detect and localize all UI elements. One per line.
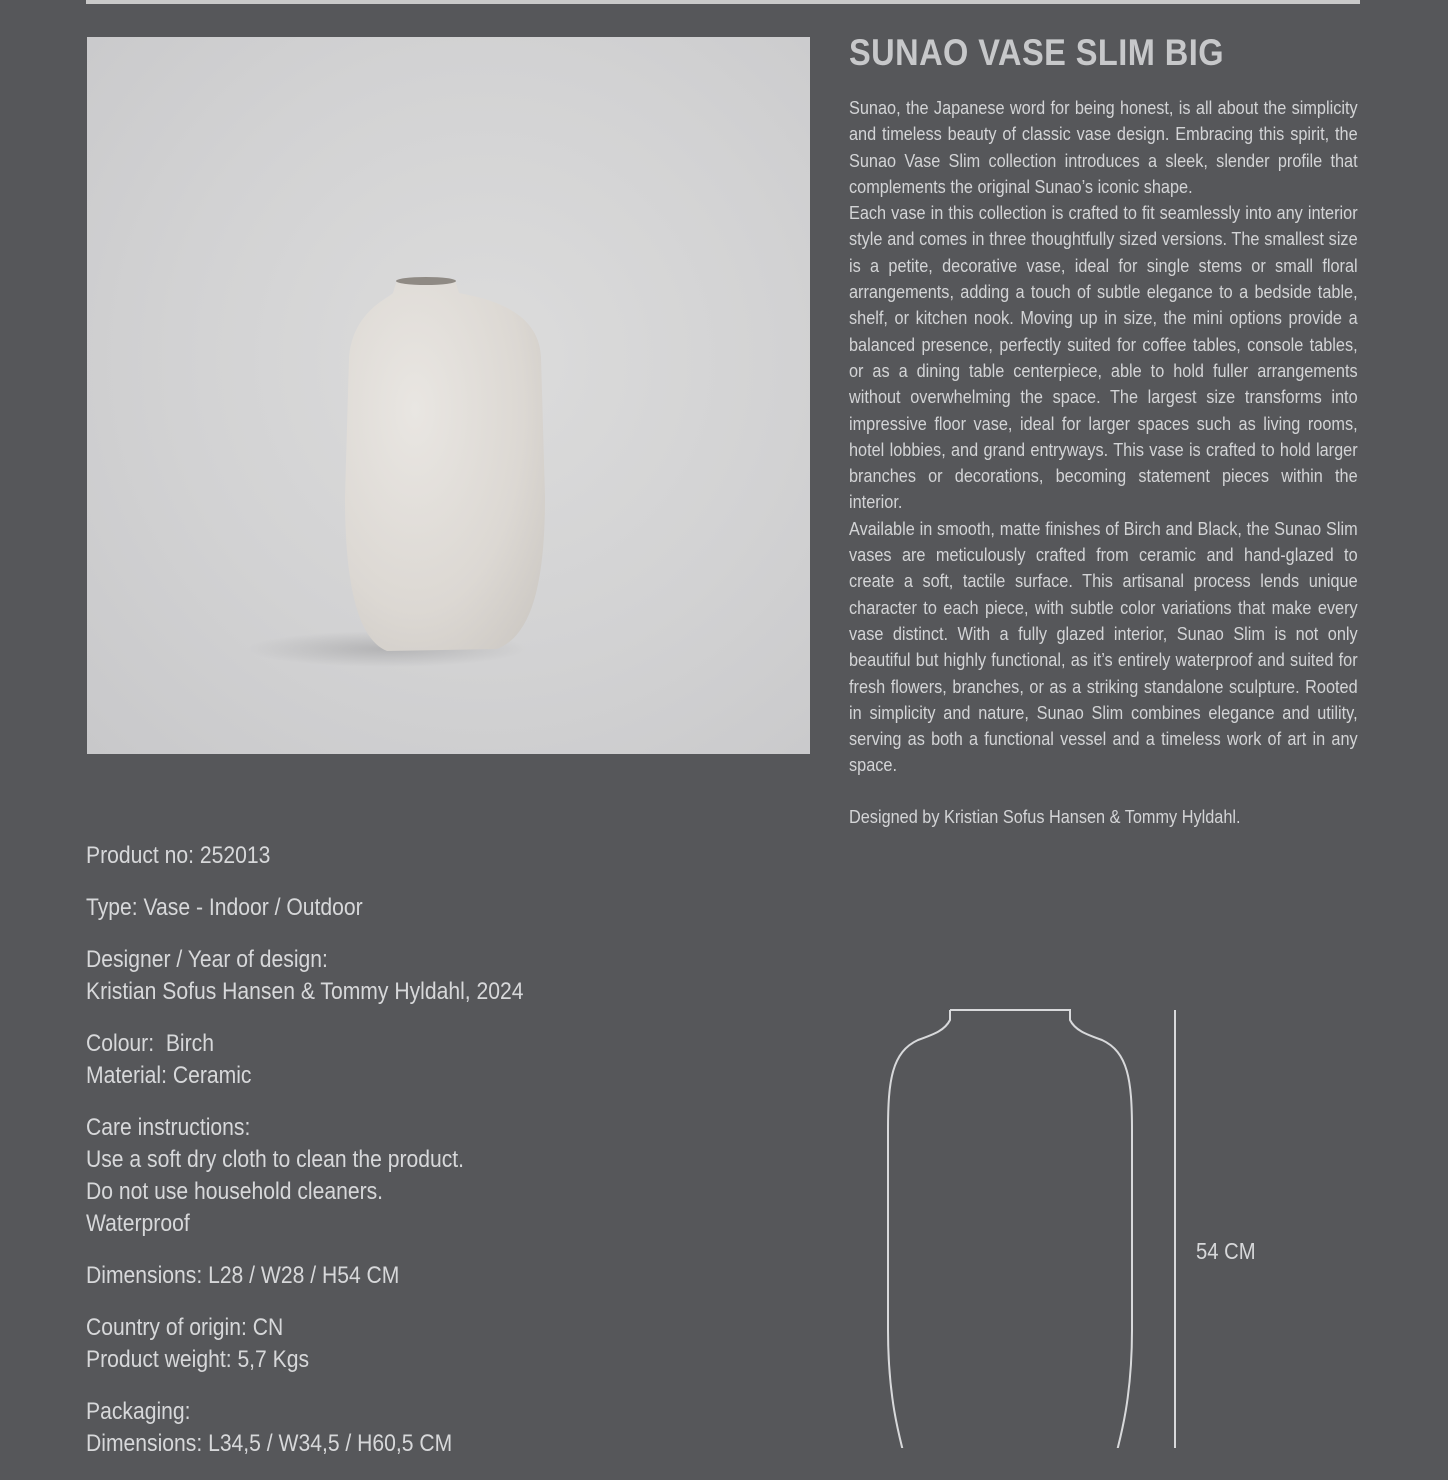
- height-dimension-line: [1174, 1010, 1176, 1448]
- dimensions: Dimensions: L28 / W28 / H54 CM: [86, 1262, 400, 1289]
- designed-by: Designed by Kristian Sofus Hansen & Tommy Hyldahl.: [849, 806, 1241, 827]
- packaging-label: Packaging:: [86, 1398, 191, 1425]
- care-label: Care instructions:: [86, 1114, 251, 1141]
- top-divider: [86, 0, 1360, 4]
- height-dimension-label: 54 CM: [1196, 1238, 1256, 1264]
- country-of-origin: Country of origin: CN: [86, 1314, 284, 1341]
- care-instruction: Do not use household cleaners.: [86, 1178, 384, 1205]
- colour: Colour: Birch: [86, 1030, 214, 1057]
- care-instruction: Use a soft dry cloth to clean the product.: [86, 1146, 465, 1173]
- product-number: Product no: 252013: [86, 842, 271, 869]
- spec-list: [86, 840, 632, 1480]
- vase-outline-drawing: [870, 1000, 1170, 1448]
- description-paragraph: Available in smooth, matte finishes of Birch and Black, the Sunao Slim vases are meticulously crafted from ceramic and hand-glazed to create a soft, tactile surface. This artisanal process lends unique character to each piece, with subtle color variations that make every vase distinct. With a fully glazed interior, Sunao Slim is not only beautiful but highly functional, as it’s entirely waterproof and suited for fresh flowers, branches, or as a striking standalone sculpture. Rooted in simplicity and nature, Sunao Slim combines elegance and utility, serving as both a functional vessel and a timeless work of art in any space.: [849, 517, 1358, 776]
- material: Material: Ceramic: [86, 1062, 252, 1089]
- product-title: SUNAO VASE SLIM BIG: [849, 32, 1225, 73]
- product-type: Type: Vase - Indoor / Outdoor: [86, 894, 363, 921]
- designer-value: Kristian Sofus Hansen & Tommy Hyldahl, 2024: [86, 978, 524, 1005]
- product-weight: Product weight: 5,7 Kgs: [86, 1346, 310, 1373]
- packaging-dimensions: Dimensions: L34,5 / W34,5 / H60,5 CM: [86, 1430, 453, 1457]
- product-description: [849, 95, 1358, 779]
- description-paragraph: Sunao, the Japanese word for being honest, is all about the simplicity and timeless beauty of classic vase design. Embracing this spirit, the Sunao Vase Slim collection introduces a sleek, slender profile that complements the original Sunao’s iconic shape.: [849, 97, 1358, 197]
- vase-photo-image: [87, 37, 810, 754]
- description-paragraph: Each vase in this collection is crafted to fit seamlessly into any interior style and comes in three thoughtfully sized versions. The smallest size is a petite, decorative vase, ideal for single stems or small floral arrangements, adding a touch of subtle elegance to a bedside table, shelf, or kitchen nook. Moving up in size, the mini options provide a balanced presence, perfectly suited for coffee tables, console tables, or as a dining table centerpiece, able to hold fuller arrangements without overwhelming the space. The largest size transforms into impressive floor vase, ideal for larger spaces such as living rooms, hotel lobbies, and grand entryways. This vase is crafted to hold larger branches or decorations, becoming statement pieces within the interior.: [849, 202, 1358, 513]
- care-instruction: Waterproof: [86, 1210, 190, 1237]
- designer-label: Designer / Year of design:: [86, 946, 328, 973]
- product-photo: [87, 37, 810, 754]
